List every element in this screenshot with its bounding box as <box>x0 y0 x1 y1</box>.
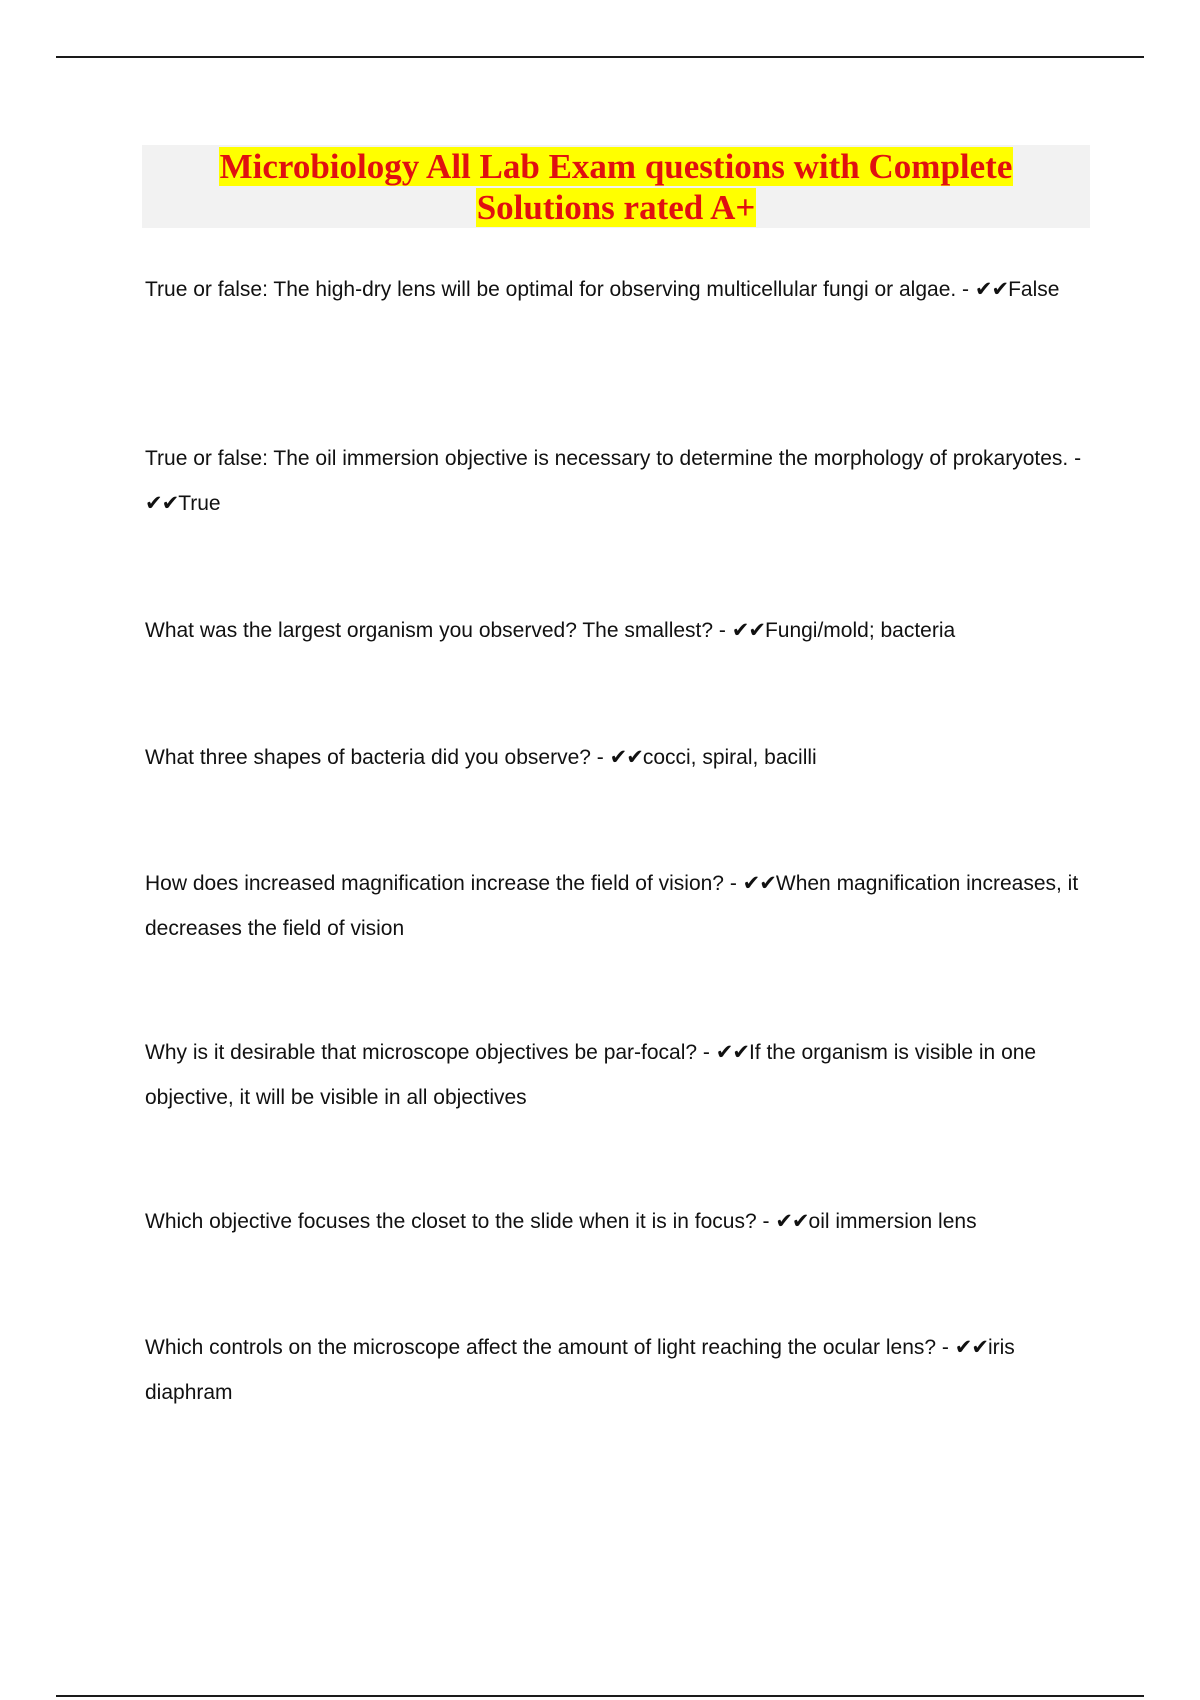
check-icon: ✔✔ <box>715 1040 749 1064</box>
check-icon: ✔✔ <box>954 1335 988 1359</box>
question-text: What was the largest organism you observed? The smallest? <box>145 619 714 642</box>
question-text: Why is it desirable that microscope objectives be par-focal? <box>145 1041 698 1064</box>
title-line-1: Microbiology All Lab Exam questions with Complete <box>219 147 1013 186</box>
qa-item-3 <box>145 608 1085 653</box>
answer-text: When magnification increases, it decreases the field of vision <box>145 872 1079 940</box>
qa-item-4 <box>145 735 1085 780</box>
separator: - <box>936 1336 955 1359</box>
check-icon: ✔✔ <box>731 618 765 642</box>
document-title <box>142 145 1090 228</box>
qa-item-6 <box>145 1030 1085 1120</box>
question-text: True or false: The high-dry lens will be optimal for observing multicellular fungi or algae. <box>145 278 957 301</box>
question-text: True or false: The oil immersion objective is necessary to determine the morphology of prokaryotes. <box>145 447 1069 470</box>
answer-text: True <box>178 492 221 515</box>
check-icon: ✔✔ <box>609 745 643 769</box>
separator: - <box>590 746 610 769</box>
qa-item-2 <box>145 436 1085 526</box>
separator: - <box>724 872 743 895</box>
question-text: Which objective focuses the closet to the slide when it is in focus? <box>145 1210 757 1233</box>
answer-text: cocci, spiral, bacilli <box>642 746 817 769</box>
check-icon: ✔✔ <box>974 277 1009 301</box>
check-icon: ✔✔ <box>775 1209 809 1233</box>
qa-item-8 <box>145 1325 1085 1415</box>
title-line-2: Solutions rated A+ <box>476 188 756 227</box>
footer-rule <box>56 1695 1144 1697</box>
separator: - <box>697 1041 716 1064</box>
question-text: Which controls on the microscope affect the amount of light reaching the ocular lens? <box>145 1336 937 1359</box>
question-text: What three shapes of bacteria did you observe? <box>145 746 591 769</box>
question-text: How does increased magnification increase the field of vision? <box>145 872 724 895</box>
separator: - <box>1068 447 1082 470</box>
answer-text: iris diaphram <box>145 1336 1015 1404</box>
header-rule <box>56 56 1144 58</box>
check-icon: ✔✔ <box>742 871 776 895</box>
answer-text: Fungi/mold; bacteria <box>764 619 956 642</box>
separator: - <box>756 1210 776 1233</box>
check-icon: ✔✔ <box>145 491 179 515</box>
answer-text: oil immersion lens <box>808 1210 977 1233</box>
answer-text: False <box>1008 278 1060 301</box>
answer-text: If the organism is visible in one objective, it will be visible in all objectives <box>145 1041 1037 1109</box>
qa-item-1 <box>145 267 1085 312</box>
separator: - <box>956 278 975 301</box>
separator: - <box>713 619 732 642</box>
qa-item-5 <box>145 861 1085 951</box>
qa-item-7 <box>145 1199 1085 1244</box>
